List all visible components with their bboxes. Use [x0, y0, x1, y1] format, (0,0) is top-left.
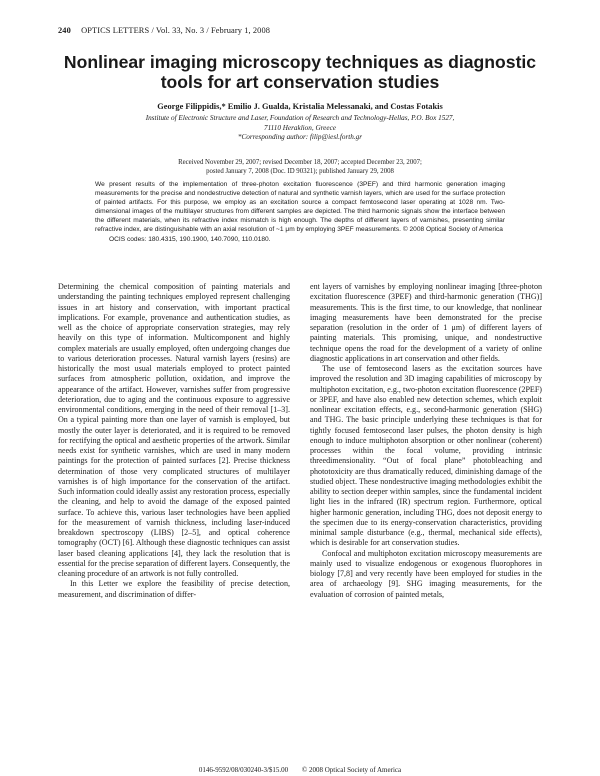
abstract-text: We present results of the implementation of three-photon excitation fluorescence (3PEF) and third harmonic generation imaging measurements for the precise and nondestructive detection of natural and synthetic varnish layers, which are used for the surface protection of painted artifacts. For this purpose, we employ as an excitation source a compact femtosecond laser operating at 1028 nm. Two-dimensional images of the multilayer structures from different samples are depicted. The third harmonic signals show the interface between the different materials, when its refractive index mismatch is high enough. The depths of different layers of varnishes, presenting similar refractive index, are distinguishable with an axial resolution of ~1 μm by employing 3PEF measurements. © 2008 Optical Society of America — [95, 181, 505, 234]
left-column — [58, 282, 290, 600]
issn-price: 0146-9592/08/030240-3/$15.00 — [198, 766, 289, 774]
paper-title: Nonlinear imaging microscopy techniques as diagnostic tools for art conservation studies — [63, 52, 537, 92]
posted-line: posted January 7, 2008 (Doc. ID 90321); published January 29, 2008 — [206, 168, 394, 176]
body-columns — [58, 282, 542, 760]
ocis-codes: OCIS codes: 180.4315, 190.1900, 140.7090, 110.0180. — [109, 235, 271, 243]
footer-copyright: © 2008 Optical Society of America — [301, 766, 402, 774]
paragraph: Confocal and multiphoton excitation microscopy measurements are mainly used to visualize endogenous or exogenous fluorophores in biology [7,8] and very recently have been employed for studies in the area of archaeology [9]. SHG imaging measurements, for the evaluation of corrosion of painted metals, — [310, 548, 542, 599]
paragraph: Determining the chemical composition of painting materials and understanding the painting techniques employed represent challenging issues in art history and conservation, with important practical implications. For example, provenance and authentication studies, as well as the choice of appropriate conservation strategies, may rely heavily on this type of information. Multicomponent and highly complex materials are usually employed, often undergoing changes due to various deterioration processes. Natural varnish layers (resins) are historically the most usual materials employed to protect painted surfaces from atmospheric pollution, oxidation, and improve the appearance of the artifact. However, varnishes suffer from progressive deterioration, due to aging and the continuous exposure to aggressive environmental conditions, emerging in the need of their removal [1–3]. On a typical painting more than one layer of varnish is employed, but mostly the outer layer is deteriorated, and it is required to be removed for rectifying the optical and aesthetic properties of the artwork. Similar needs exist for synthetic varnishes, which are used in many modern paintings for the protection of painted surfaces [2]. Precise thickness determination of those very complicated structures of multilayer varnishes is of high importance for the conservation of the artifact. Such information could ideally assist any restoration process, especially the cleaning, and help to avoid the damage of the exposed painted surface. To achieve this, various laser technologies have been applied for the measurement of varnish thickness, including laser-induced breakdown spectroscopy (LIBS) [2–5], and optical coherence tomography (OCT) [6]. Although these diagnostic techniques can assist laser based cleaning applications [4], they lack the resolution that is essential for the precise separation of different layers. Consequently, the cleaning procedure of an artwork is not fully controlled. — [58, 282, 290, 578]
paragraph: The use of femtosecond lasers as the excitation sources have improved the resolution and 3D imaging capabilities of microscopy by multiphoton excitation, e.g., two-photon excitation fluorescence (2PEF) or 3PEF, and have also enabled new detection schemes, which exploit nonlinear excitation effects, e.g., second-harmonic generation (SHG) and THG. The basic principle underlying these techniques is that for tightly focused femtosecond laser pulses, the photon density is high enough to induce multiphoton absorption or other nonlinear (coherent) processes within the focal volume, providing intrinsic threedimensionality. “Out of focal plane” photobleaching and phototoxicity are thus dramatically reduced, diminishing damage of the studied object. These nondestructive imaging methodologies exhibit the ability to section deeper within samples, since the fundamental incident light lies in the infrared (IR) spectrum region. Furthermore, optical higher harmonic generation, including THG, does not deposit energy to the specimen due to its energy-conservation characteristics, providing minimal sample disturbance (e.g., thermal, mechanical side effects), which is desirable for art conservation studies. — [310, 364, 542, 548]
received-dates — [100, 158, 500, 176]
received-line: Received November 29, 2007; revised December 18, 2007; accepted December 23, 2007; — [178, 159, 422, 166]
paragraph: In this Letter we explore the feasibility of precise detection, measurement, and discrimination of differ- — [58, 579, 290, 599]
affiliation-block — [90, 114, 510, 143]
page-number: 240 — [58, 26, 71, 35]
author-list: George Filippidis,* Emilio J. Gualda, Kristalia Melessanaki, and Costas Fotakis — [157, 102, 443, 111]
paragraph: ent layers of varnishes by employing nonlinear imaging [three-photon excitation fluorescence (3PEF) and third-harmonic generation (THG)] measurements. This is the first time, to our knowledge, that nonlinear imaging measurements have been demonstrated for the precise separation (resolution in the order of 1 μm) of different layers of painting materials. This promising, unique, and nondestructive technique opens the road for the development of a variety of online diagnostic applications in art conservation and other fields. — [310, 282, 542, 363]
right-column — [310, 282, 542, 600]
page-footer — [0, 766, 600, 774]
journal-citation: OPTICS LETTERS / Vol. 33, No. 3 / February 1, 2008 — [81, 26, 271, 35]
abstract — [95, 180, 505, 244]
affiliation-line: 71110 Heraklion, Greece — [264, 123, 336, 132]
running-header — [58, 26, 542, 35]
affiliation-line: Institute of Electronic Structure and Laser, Foundation of Research and Technology-Hellas, P.O. Box 1527, — [145, 114, 455, 122]
corresponding-author: *Corresponding author: filip@iesl.forth.gr — [237, 133, 363, 142]
